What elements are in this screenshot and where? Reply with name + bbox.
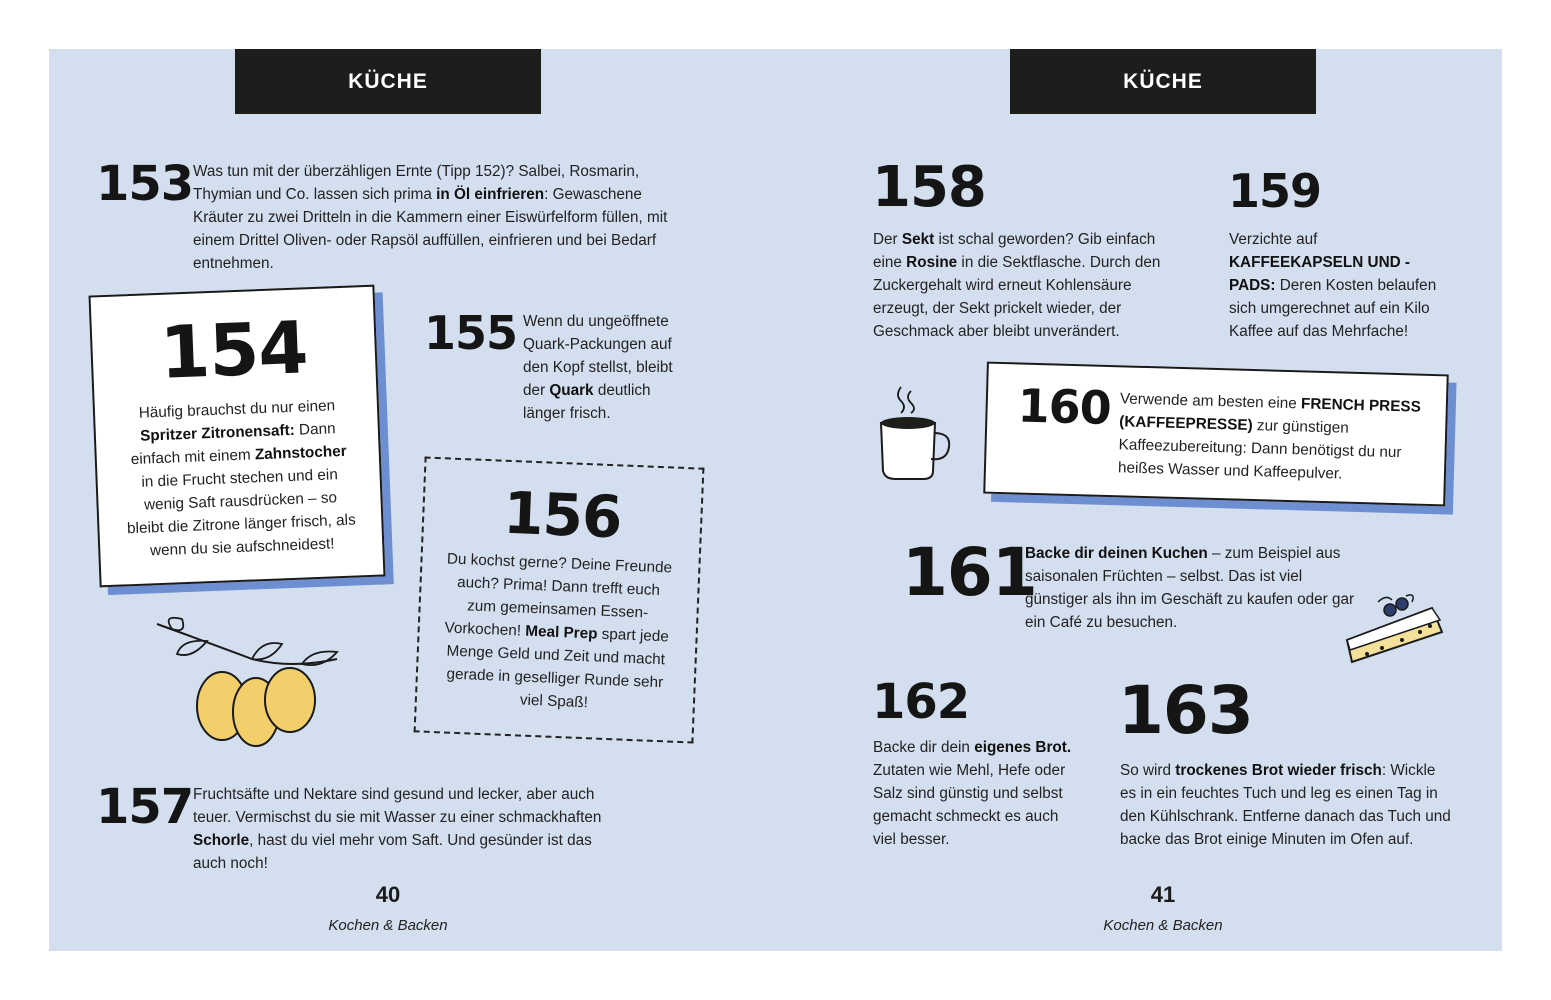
lemon-branch-icon <box>152 614 342 754</box>
tip-163-text: So wird trockenes Brot wieder frisch: Wickle es in ein feuchtes Tuch und leg es einen Tag in den Kühlschrank. Entferne danach das Tuch und backe das Brot einige Minuten im Ofen auf. <box>1120 762 1451 848</box>
tip-162-number: 162 <box>872 674 970 730</box>
tip-157-text: Fruchtsäfte und Nektare sind gesund und lecker, aber auch teuer. Vermischst du sie mit Wasser zu einer schmackhaften Schorle, hast du viel mehr vom Saft. Und gesünder ist das auch noch! <box>193 786 602 872</box>
coffee-mug-icon <box>873 383 953 483</box>
tip-158-number: 158 <box>872 155 986 220</box>
tip-157-number: 157 <box>96 779 194 835</box>
tip-155-number: 155 <box>424 306 518 360</box>
left-page-number: 40 <box>375 882 401 907</box>
cake-slice-icon <box>1342 590 1452 670</box>
tip-155-text: Wenn du ungeöffnete Quark-Packungen auf den Kopf stellst, bleibt der Quark deutlich länger frisch. <box>523 313 673 422</box>
tip-153-text: Was tun mit der überzähligen Ernte (Tipp 152)? Salbei, Rosmarin, Thymian und Co. lassen sich prima in Öl einfrieren: Gewaschene Kräuter zu zwei Dritteln in die Kammern einer Eiswürfelform füllen, mit einem Drittel Oliven- oder Rapsöl auffüllen, einfrieren und bei Bedarf entnehmen. <box>193 163 668 272</box>
right-section-label: Kochen & Backen <box>1103 917 1223 934</box>
tip-154-card <box>89 285 386 588</box>
tip-156-box <box>414 456 705 743</box>
tip-156-text: Du kochst gerne? Deine Freunde auch? Prima! Dann trefft euch zum gemeinsamen Essen-Vorkochen! Meal Prep spart jede Menge Geld und Zeit und macht gerade in geselliger Runde sehr viel Spaß! <box>444 550 673 712</box>
left-section-label: Kochen & Backen <box>328 917 448 934</box>
tip-158-text: Der Sekt ist schal geworden? Gib einfach eine Rosine in die Sektflasche. Durch den Zuckergehalt wird erneut Kohlensäure erzeugt, der Sekt prickelt wieder, der Geschmack aber bleibt unverändert. <box>873 231 1161 340</box>
right-header: KÜCHE <box>1010 49 1316 114</box>
tip-161-number: 161 <box>902 534 1037 611</box>
tip-161-text: Backe dir deinen Kuchen – zum Beispiel aus saisonalen Früchten – selbst. Das ist viel günstiger als ihn im Geschäft zu kaufen oder gar ein Café zu besuchen. <box>1025 545 1355 631</box>
tip-153-number: 153 <box>96 156 194 212</box>
tip-156-number: 156 <box>502 478 623 552</box>
tip-154-number: 154 <box>158 305 309 395</box>
right-page-number: 41 <box>1150 882 1176 907</box>
left-header: KÜCHE <box>235 49 541 114</box>
tip-163-number: 163 <box>1118 672 1253 749</box>
tip-159-text: Verzichte auf KAFFEEKAPSELN UND -PADS: Deren Kosten belaufen sich umgerechnet auf ein Kilo Kaffee auf das Mehrfache! <box>1229 231 1437 340</box>
tip-162-text: Backe dir dein eigenes Brot. Zutaten wie Mehl, Hefe oder Salz sind günstig und selbst gemacht schmeckt es auch viel besser. <box>873 739 1072 848</box>
tip-159-number: 159 <box>1228 164 1322 218</box>
tip-160-text: Verwende am besten eine FRENCH PRESS (KAFFEEPRESSE) zur günstigen Kaffeezubereitung: Dann benötigst du nur heißes Wasser und Kaffeepulver. <box>1117 390 1422 483</box>
tip-160-number: 160 <box>1016 378 1112 436</box>
tip-154-text: Häufig brauchst du nur einen Spritzer Zitronensaft: Dann einfach mit einem Zahnstocher in die Frucht stechen und ein wenig Saft rausdrücken – so bleibt die Zitrone länger frisch, als wenn du sie aufschneidest! <box>126 397 356 560</box>
tip-160-card <box>983 362 1449 507</box>
